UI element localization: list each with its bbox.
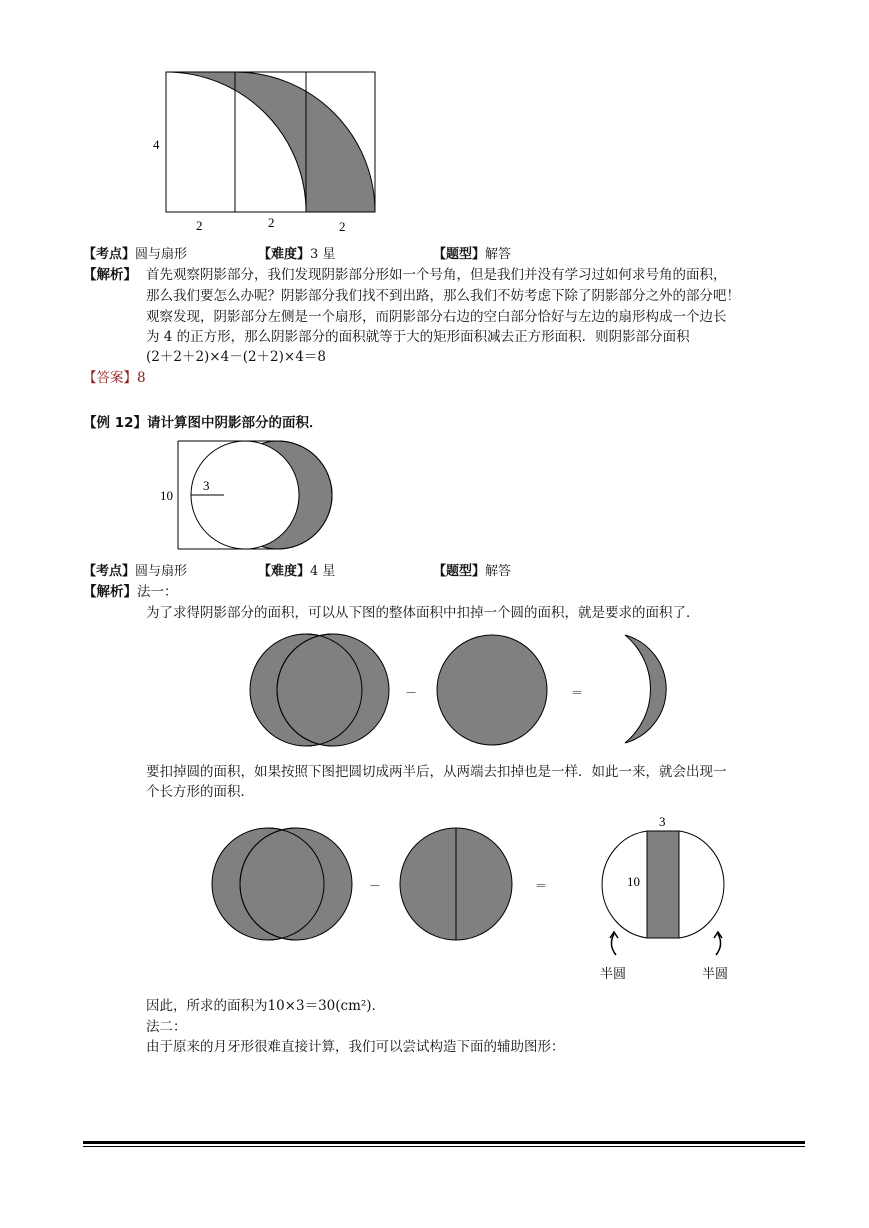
ex11-difficulty: 【难度】3 星 — [258, 247, 336, 262]
label-top-three: 3 — [659, 814, 666, 829]
label-width-3: 2 — [339, 219, 346, 234]
ex11-analysis-formula: (2＋2＋2)×4－(2＋2)×4＝8 — [146, 349, 326, 365]
minus-sign: － — [405, 686, 418, 700]
footer-rule-thick — [83, 1141, 805, 1144]
equals-sign: ＝ — [571, 686, 584, 700]
ex12-type: 【题型】解答 — [433, 564, 512, 579]
crescent-shape — [625, 635, 666, 743]
ex12-difficulty: 【难度】4 星 — [258, 564, 336, 579]
ex12-result: 因此，所求的面积为10×3＝30(cm²)． — [146, 998, 386, 1014]
ex12-topic: 【考点】圆与扇形 — [83, 564, 188, 579]
ex12-text2-line2: 个长方形的面积． — [146, 784, 254, 800]
equation-row-1 — [240, 628, 710, 753]
full-circle — [437, 635, 547, 745]
ex11-answer: 【答案】8 — [83, 370, 146, 386]
ex11-type: 【题型】解答 — [433, 247, 512, 262]
ex12-text1: 为了求得阴影部分的面积，可以从下图的整体面积中扣掉一个圆的面积，就是要求的面积了． — [146, 605, 700, 621]
semicircle-right-label: 半圆 — [702, 967, 729, 982]
ex12-analysis-tag: 【解析】法一： — [83, 584, 178, 600]
ex11-analysis-line: 为 4 的正方形，那么阴影部分的面积就等于大的矩形面积减去正方形面积．则阴影部分面积 — [146, 329, 690, 345]
ex11-analysis-line: 观察发现，阴影部分左侧是一个扇形，而阴影部分右边的空白部分恰好与左边的扇形构成一个边长 — [146, 309, 727, 325]
ex11-meta-row: 【考点】圆与扇形 — [83, 247, 188, 262]
horn-figure — [140, 60, 390, 240]
shaded-horn — [166, 72, 375, 212]
equals-sign: ＝ — [535, 879, 548, 893]
ex12-text2-line1: 要扣掉圆的面积，如果按照下图把圆切成两半后，从两端去扣掉也是一样．如此一来，就会出现一 — [146, 764, 727, 780]
footer-rule-thin — [83, 1146, 805, 1147]
crescent-figure — [150, 435, 340, 555]
minus-sign: － — [369, 879, 382, 893]
label-side-ten: 10 — [627, 874, 640, 889]
center-rectangle — [647, 831, 679, 938]
label-height: 4 — [153, 137, 160, 152]
label-width-1: 2 — [196, 218, 203, 233]
semicircle-left-label: 半圆 — [600, 967, 627, 982]
label-three: 3 — [203, 478, 210, 493]
ex12-title: 【例 12】请计算图中阴影部分的面积． — [83, 415, 323, 431]
ex11-analysis-tag: 【解析】 — [83, 267, 137, 283]
label-ten: 10 — [160, 488, 173, 503]
equation-row-2 — [200, 810, 750, 990]
ex12-text3: 由于原来的月牙形很难直接计算，我们可以尝试构造下面的辅助图形： — [146, 1039, 565, 1055]
ex12-method2: 法二： — [146, 1019, 187, 1035]
ex11-analysis-line: 那么我们要怎么办呢？阴影部分我们找不到出路，那么我们不妨考虑下除了阴影部分之外的部分吧！ — [146, 288, 740, 304]
label-width-2: 2 — [268, 215, 275, 230]
ex11-analysis-line: 首先观察阴影部分，我们发现阴影部分形如一个号角，但是我们并没有学习过如何求号角的面积， — [146, 267, 727, 283]
